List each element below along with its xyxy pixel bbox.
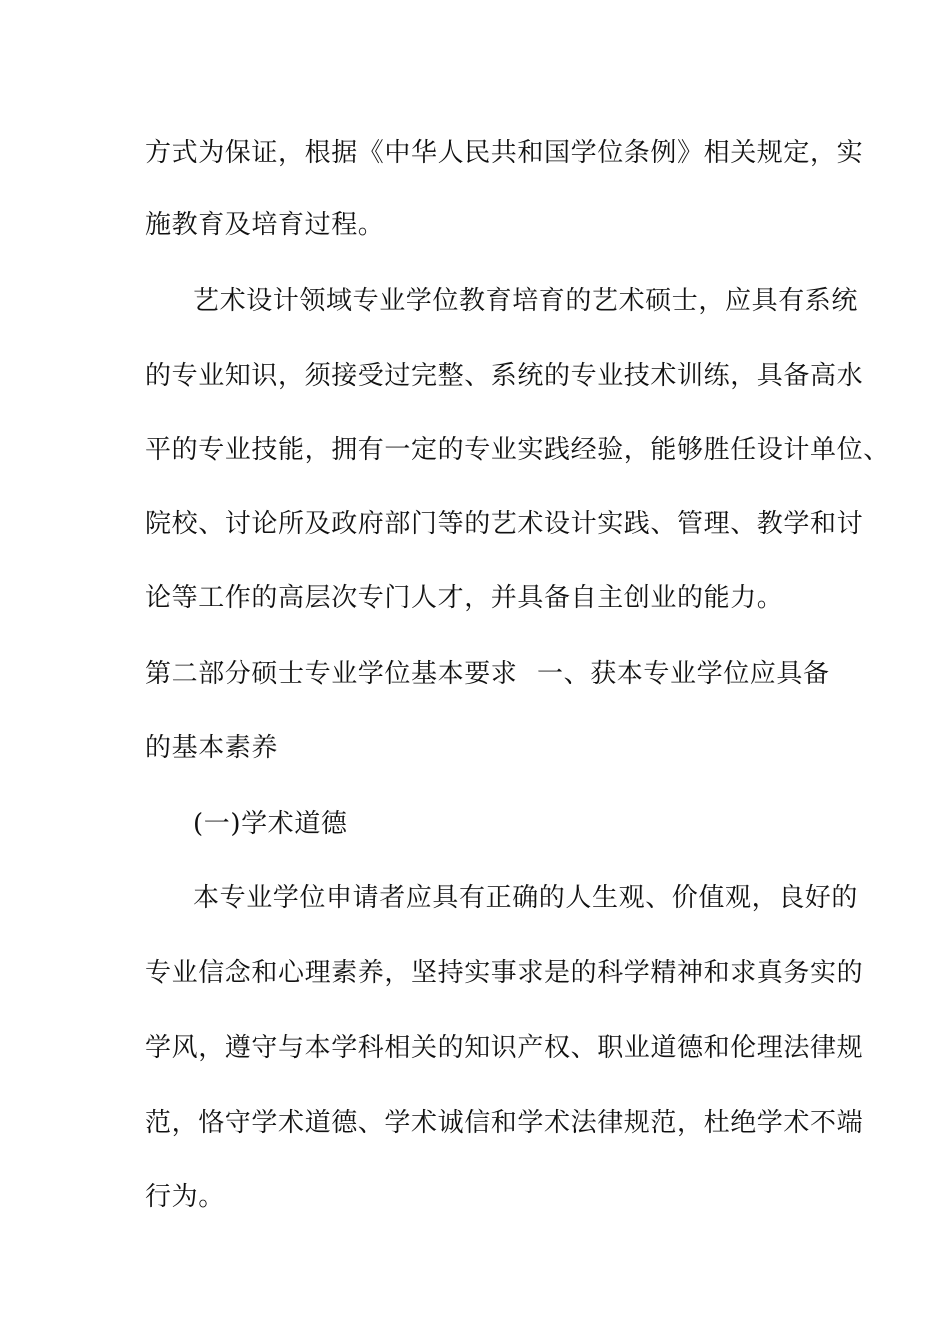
subheading: (一)学术道德	[193, 809, 348, 839]
paragraph-line: 院校、讨论所及政府部门等的艺术设计实践、管理、教学和讨	[145, 509, 864, 539]
paragraph-line: 专业信念和心理素养，坚持实事求是的科学精神和求真务实的	[145, 958, 864, 988]
paragraph-line: 本专业学位申请者应具有正确的人生观、价值观，良好的	[193, 883, 859, 913]
paragraph-line: 的专业知识，须接受过完整、系统的专业技术训练，具备高水	[145, 361, 864, 391]
section-heading-part: 第二部分硕士专业学位基本要求	[145, 659, 518, 689]
paragraph-line: 论等工作的高层次专门人才，并具备自主创业的能力。	[145, 583, 784, 613]
section-heading-item: 一、获本专业学位应具备	[537, 659, 830, 689]
paragraph-line: 范，恪守学术道德、学术诚信和学术法律规范，杜绝学术不端	[145, 1108, 864, 1138]
paragraph-line: 艺术设计领域专业学位教育培育的艺术硕士，应具有系统	[193, 286, 859, 316]
paragraph-line: 行为。	[145, 1182, 225, 1212]
section-heading-item-continued: 的基本素养	[145, 733, 279, 763]
paragraph-line: 学风，遵守与本学科相关的知识产权、职业道德和伦理法律规	[145, 1033, 864, 1063]
paragraph-line: 方式为保证，根据《中华人民共和国学位条例》相关规定，实	[145, 138, 864, 168]
paragraph-line: 施教育及培育过程。	[145, 210, 385, 240]
paragraph-line: 平的专业技能，拥有一定的专业实践经验，能够胜任设计单位、	[145, 435, 890, 465]
